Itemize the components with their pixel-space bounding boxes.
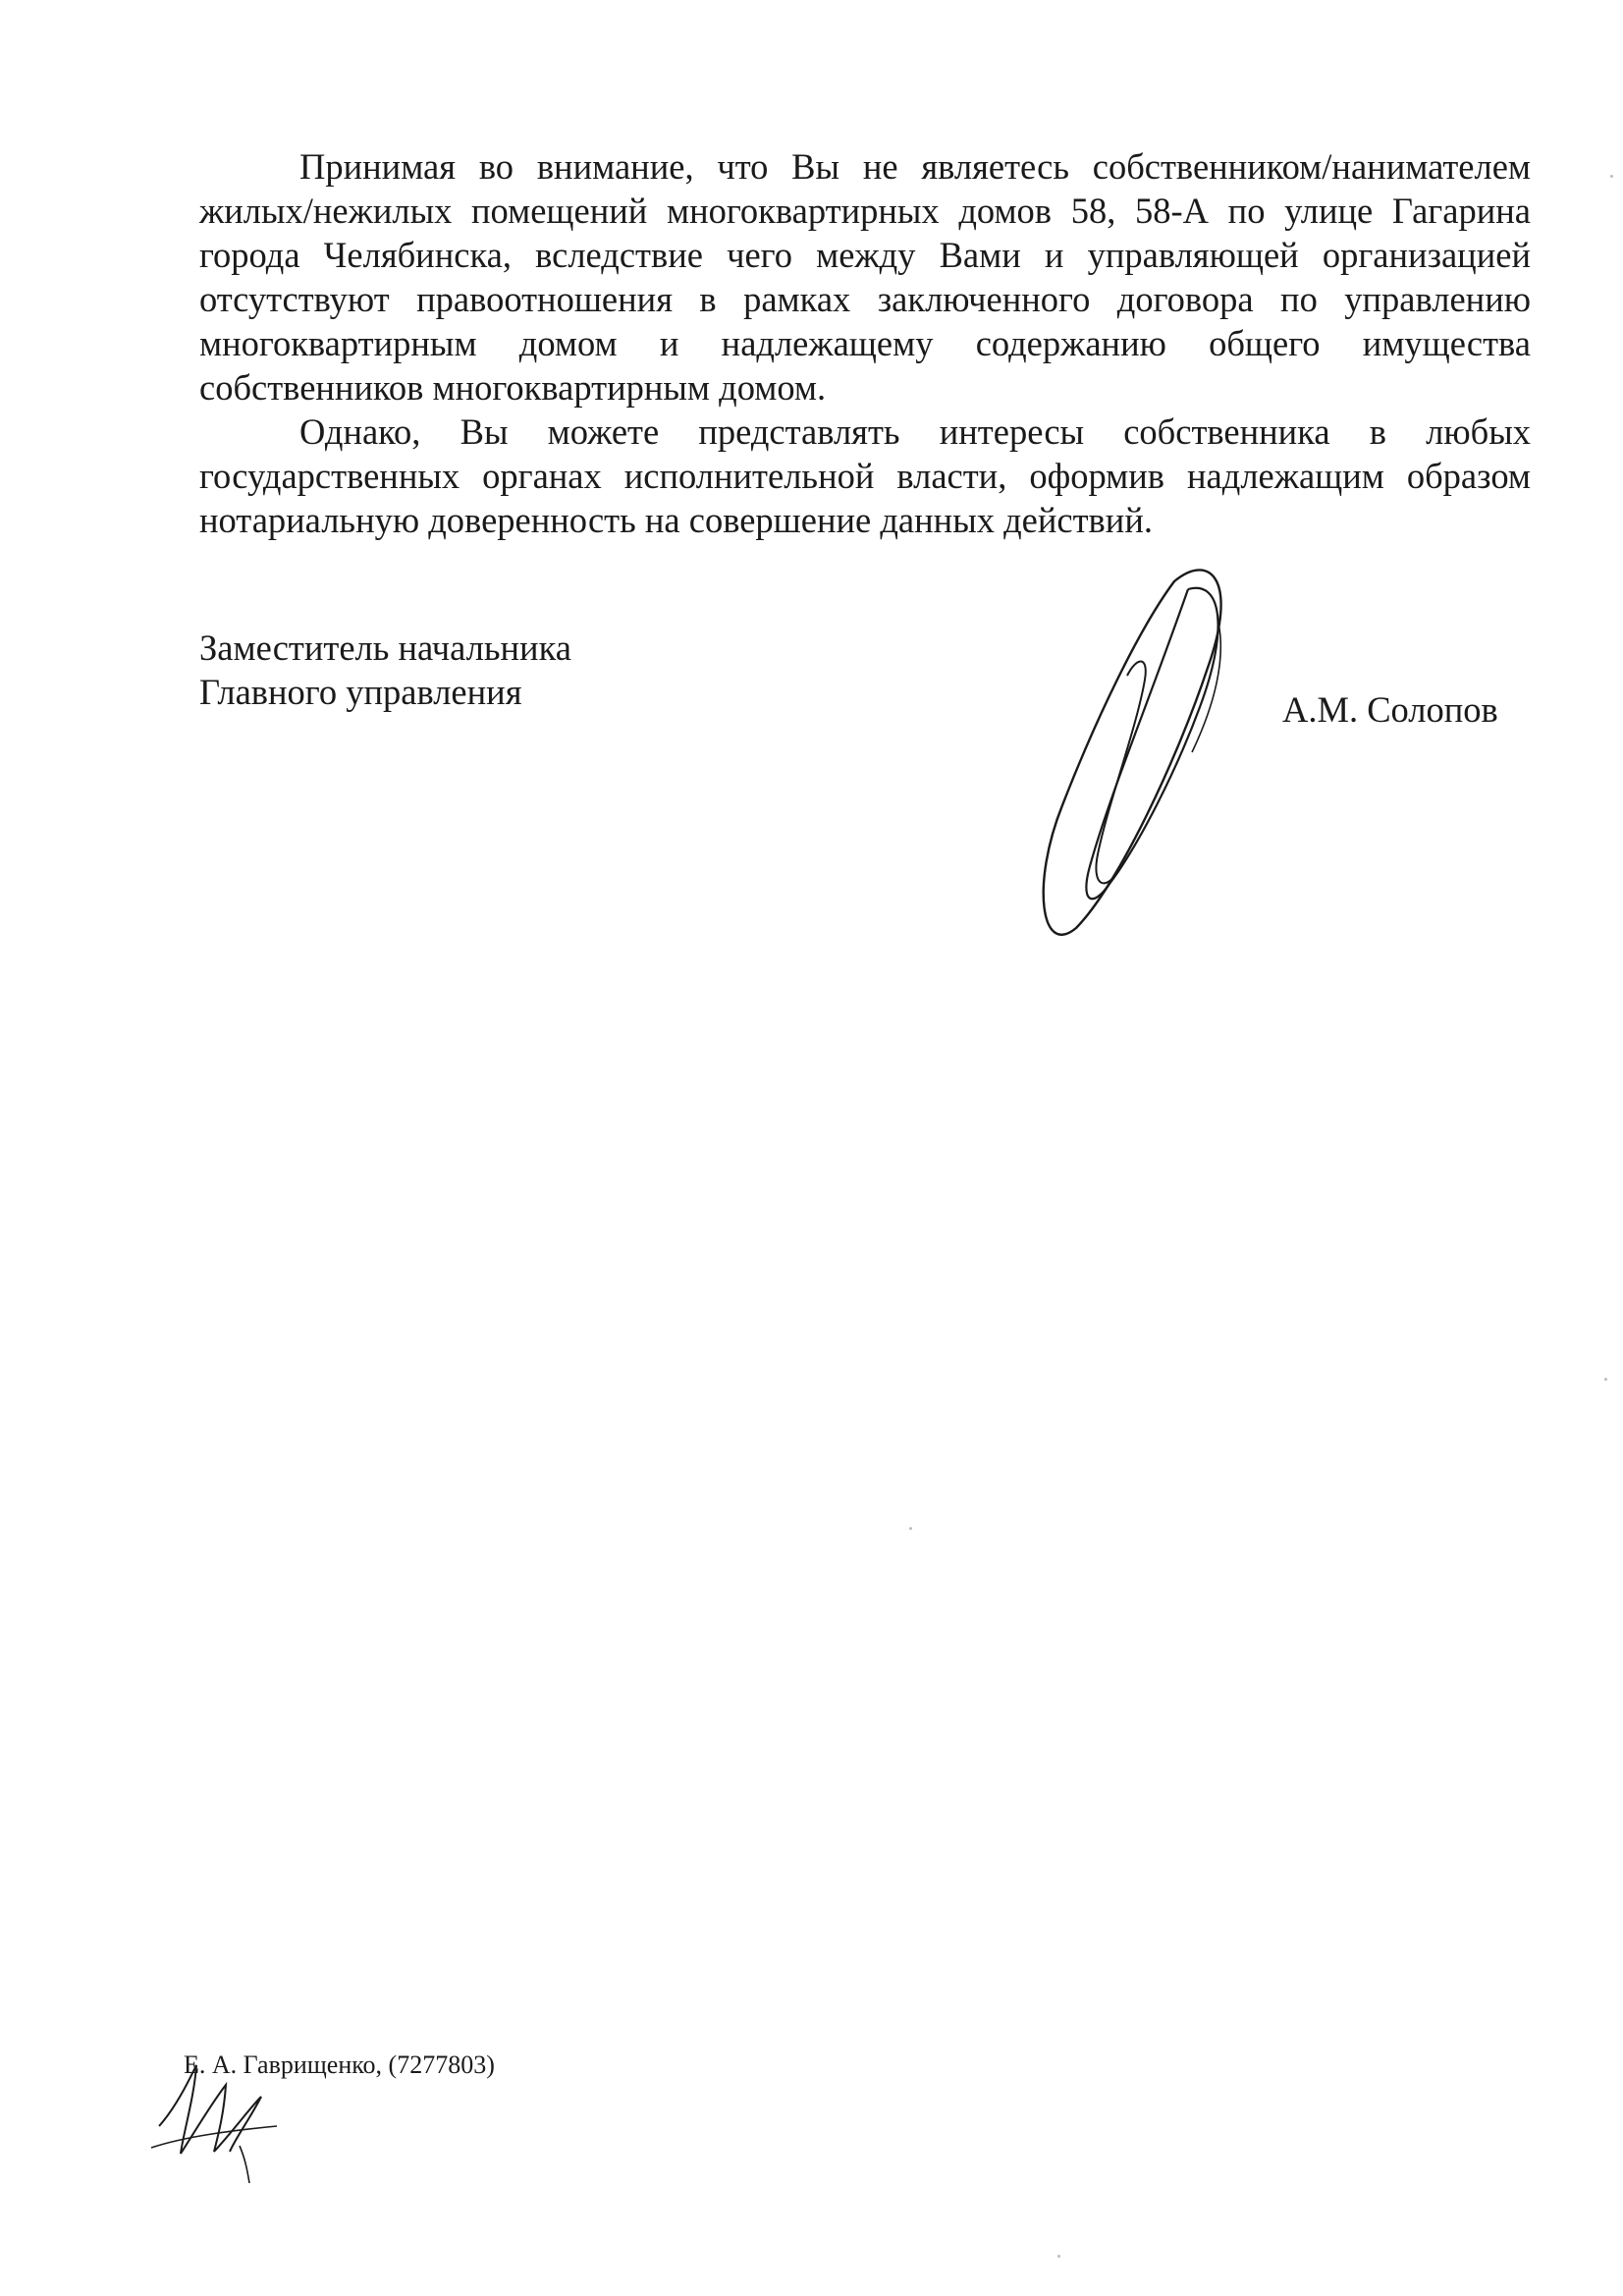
position-line-2: Главного управления	[199, 672, 522, 712]
letter-body	[199, 144, 1531, 542]
handwritten-signature	[982, 560, 1257, 953]
executor-note: Е. А. Гаврищенко, (7277803)	[184, 2050, 495, 2079]
signer-name: А.М. Солопов	[1282, 689, 1498, 730]
scan-speck	[1604, 1378, 1607, 1381]
scan-speck	[909, 1527, 912, 1530]
executor-initials-signature	[147, 2057, 285, 2185]
scan-speck	[1057, 2255, 1060, 2258]
paragraph-ownership: Принимая во внимание, что Вы не являетесь собственником/нанимателем жилых/нежилых помещений многоквартирных домов 58, 58-А по улице Гагарина города Челябинска, вследствие чего между Вами и управляющей организацией отсутствуют правоотношения в рамках заключенного договора по управлению многоквартирным домом и надлежащему содержанию общего имущества собственников многоквартирным домом.	[199, 146, 1531, 408]
signatory-position	[199, 626, 571, 714]
scan-speck	[1610, 175, 1613, 178]
position-line-1: Заместитель начальника	[199, 628, 571, 668]
paragraph-power-of-attorney: Однако, Вы можете представлять интересы собственника в любых государственных органах исполнительной власти, оформив надлежащим образом нотариальную доверенность на совершение данных действий.	[199, 411, 1531, 540]
